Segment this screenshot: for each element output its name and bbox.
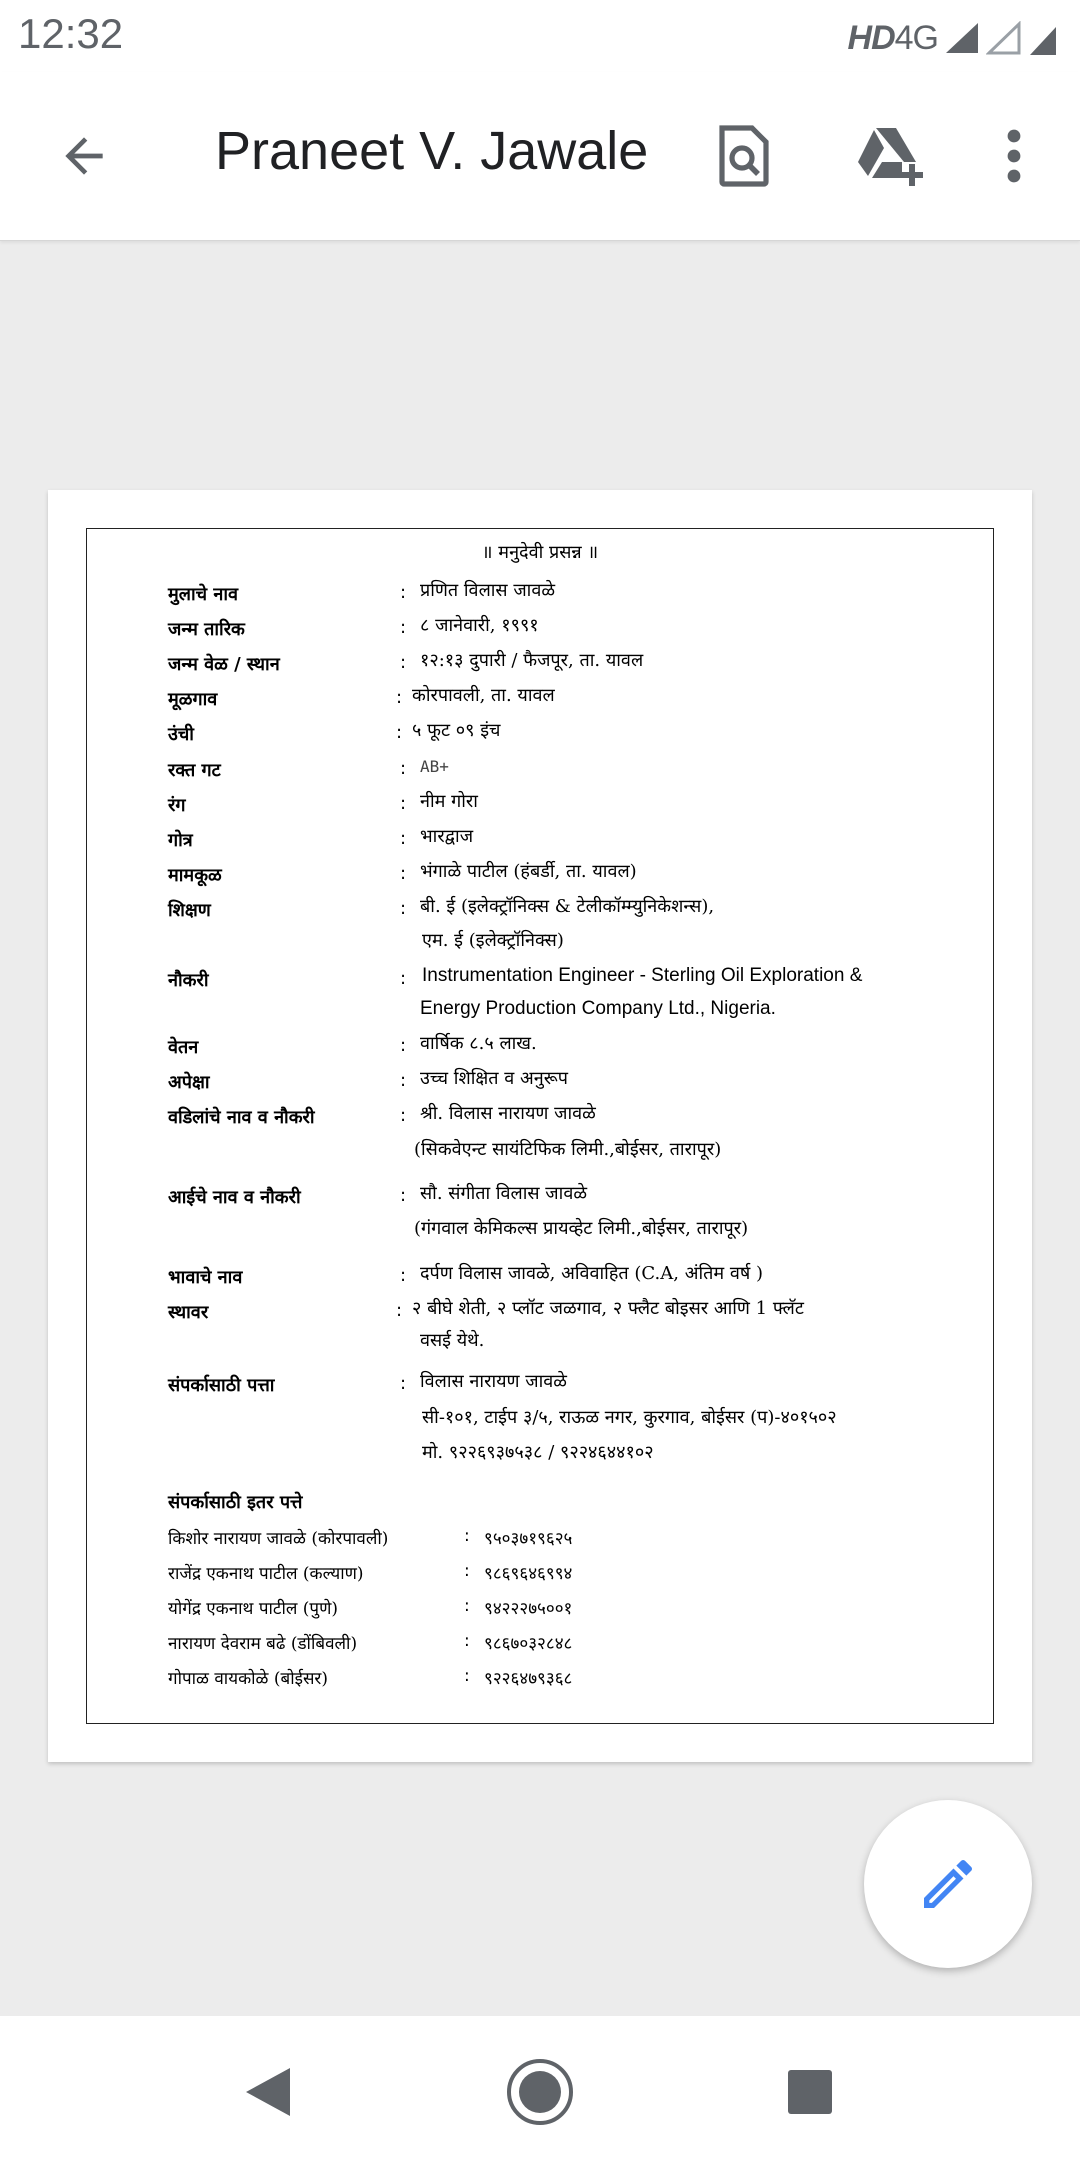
field-colon: : [400, 793, 407, 814]
document-header: ॥ मनुदेवी प्रसन्न ॥ [481, 542, 599, 563]
contact-name: नारायण देवराम बढे (डोंबिवली) [168, 1634, 358, 1654]
status-icons [848, 16, 1058, 60]
field-colon: : [400, 758, 407, 779]
field-value-father-line2: (सिकवेएन्ट सायंटिफिक लिमी.,बोईसर, तारापूर) [414, 1139, 722, 1160]
document-title: Praneet V. Jawale [215, 121, 649, 181]
contact-colon: : [464, 1631, 470, 1651]
contact-name: किशोर नारायण जावळे (कोरपावली) [168, 1529, 389, 1549]
field-value-maternal-family: भंगाळे पाटील (हंबर्डी, ता. यावल) [420, 861, 637, 882]
status-time: 12:32 [18, 10, 124, 57]
network-type: 4G [894, 18, 938, 57]
contact-name: राजेंद्र एकनाथ पाटील (कल्याण) [168, 1564, 364, 1584]
field-label-address: संपर्कासाठी पत्ता [168, 1375, 275, 1396]
field-label-birth-time-place: जन्म वेळ / स्थान [168, 654, 280, 675]
add-to-drive-button[interactable] [842, 112, 938, 200]
field-value-salary: वार्षिक ८.५ लाख. [420, 1033, 537, 1054]
field-label-name: मुलाचे नाव [168, 584, 238, 605]
nav-recents-button[interactable] [774, 2056, 846, 2128]
field-value-mother-line1: सौ. संगीता विलास जावळे [420, 1183, 588, 1204]
field-colon: : [396, 1300, 403, 1321]
field-label-job: नौकरी [168, 970, 209, 991]
field-label-complexion: रंग [168, 795, 186, 816]
network-label [848, 19, 938, 58]
field-colon: : [400, 1373, 407, 1394]
field-value-dob: ८ जानेवारी, १९९१ [420, 615, 539, 636]
battery-icon [1028, 19, 1058, 57]
signal-empty-icon [986, 21, 1022, 55]
field-label-salary: वेतन [168, 1037, 199, 1058]
network-hd: HD [847, 18, 895, 57]
field-label-property: स्थावर [168, 1302, 209, 1323]
field-colon: : [400, 1265, 407, 1286]
field-label-mother: आईचे नाव व नौकरी [168, 1187, 301, 1208]
field-value-address-line1: विलास नारायण जावळे [420, 1371, 567, 1392]
contact-name: योगेंद्र एकनाथ पाटील (पुणे) [168, 1599, 338, 1619]
field-colon: : [396, 722, 403, 743]
field-colon: : [400, 828, 407, 849]
field-value-expectation: उच्च शिक्षित व अनुरूप [420, 1068, 568, 1089]
contact-name: गोपाळ वायकोळे (बोईसर) [168, 1669, 329, 1689]
system-nav-bar [0, 2016, 1080, 2160]
preview-button[interactable] [700, 112, 788, 200]
field-value-complexion: नीम गोरा [420, 791, 478, 812]
contact-colon: : [464, 1526, 470, 1546]
field-label-education: शिक्षण [168, 900, 211, 921]
field-label-maternal-family: मामकूळ [168, 865, 222, 886]
nav-back-button[interactable] [232, 2056, 304, 2128]
field-value-job-line1: Instrumentation Engineer - Sterling Oil Exploration & [422, 965, 863, 986]
field-value-father-line1: श्री. विलास नारायण जावळे [420, 1103, 596, 1124]
field-value-education-line1: बी. ई (इलेक्ट्रॉनिक्स & टेलीकॉम्म्युनिकेशन्स), [420, 896, 715, 917]
field-colon: : [400, 1070, 407, 1091]
edit-fab-button[interactable] [864, 1800, 1032, 1968]
field-colon: : [400, 1035, 407, 1056]
nav-recents-icon [787, 2069, 833, 2115]
field-label-dob: जन्म तारिक [168, 619, 245, 640]
field-label-brother: भावाचे नाव [168, 1267, 243, 1288]
field-value-blood-group: AB+ [420, 757, 449, 776]
field-colon: : [400, 968, 407, 989]
contact-phone: ९४२२२७५००१ [484, 1599, 573, 1619]
field-colon: : [400, 1185, 407, 1206]
field-label-father: वडिलांचे नाव व नौकरी [168, 1107, 315, 1128]
field-colon: : [396, 687, 403, 708]
field-value-birth-time-place: १२:१३ दुपारी / फैजपूर, ता. यावल [420, 650, 644, 671]
field-label-height: उंची [168, 724, 194, 745]
field-value-property-line1: २ बीघे शेती, २ प्लॉट जळगाव, २ फ्लैट बोइसर आणि 1 फ्लॅट [412, 1298, 804, 1319]
field-value-brother: दर्पण विलास जावळे, अविवाहित (C.A, अंतिम वर्ष ) [420, 1263, 764, 1284]
signal-icon [944, 21, 980, 55]
more-options-button[interactable] [984, 112, 1044, 200]
field-colon: : [400, 898, 407, 919]
field-colon: : [400, 652, 407, 673]
field-label-blood-group: रक्त गट [168, 760, 221, 781]
contact-colon: : [464, 1561, 470, 1581]
contact-phone: ९८६९६४६९९४ [484, 1564, 573, 1584]
field-colon: : [400, 863, 407, 884]
field-value-job-line2: Energy Production Company Ltd., Nigeria. [420, 998, 776, 1019]
other-contacts-title: संपर्कासाठी इतर पत्ते [168, 1492, 303, 1513]
contact-phone: ९८६७०३२८४८ [484, 1634, 573, 1654]
back-button[interactable] [40, 112, 128, 200]
status-bar [0, 0, 1080, 72]
contact-phone: ९५०३७१९६२५ [484, 1529, 573, 1549]
field-value-property-line2: वसई येथे. [420, 1330, 485, 1351]
nav-home-button[interactable] [504, 2056, 576, 2128]
field-value-address-line2: सी-१०१, टाईप ३/५, राऊळ नगर, कुरगाव, बोईसर (प)-४०१५०२ [422, 1407, 837, 1428]
field-value-height: ५ फूट ०९ इंच [412, 720, 501, 741]
field-colon: : [400, 1105, 407, 1126]
field-value-gotra: भारद्वाज [420, 826, 474, 847]
field-value-native-place: कोरपावली, ता. यावल [412, 685, 555, 706]
field-colon: : [400, 582, 407, 603]
back-arrow-icon [56, 128, 112, 184]
nav-back-icon [242, 2064, 294, 2120]
field-value-address-line3: मो. ९२२६९३७५३८ / ९२२४६४४१०२ [422, 1442, 654, 1463]
field-colon: : [400, 617, 407, 638]
add-to-drive-icon [854, 124, 926, 188]
field-value-mother-line2: (गंगवाल केमिकल्स प्रायव्हेट लिमी.,बोईसर, तारापूर) [414, 1218, 749, 1239]
contact-colon: : [464, 1596, 470, 1616]
field-value-name: प्रणित विलास जावळे [420, 580, 556, 601]
document-page[interactable] [48, 490, 1032, 1762]
field-label-expectation: अपेक्षा [168, 1072, 210, 1093]
field-label-native-place: मूळगाव [168, 689, 218, 710]
document-preview-icon [716, 124, 772, 188]
more-vert-icon [1004, 128, 1024, 184]
app-bar [0, 72, 1080, 241]
edit-pencil-icon [916, 1852, 980, 1916]
field-label-gotra: गोत्र [168, 830, 193, 851]
contact-colon: : [464, 1666, 470, 1686]
contact-phone: ९२२६४७९३६८ [484, 1669, 573, 1689]
field-value-education-line2: एम. ई (इलेक्ट्रॉनिक्स) [422, 930, 564, 951]
nav-home-icon [505, 2057, 575, 2127]
